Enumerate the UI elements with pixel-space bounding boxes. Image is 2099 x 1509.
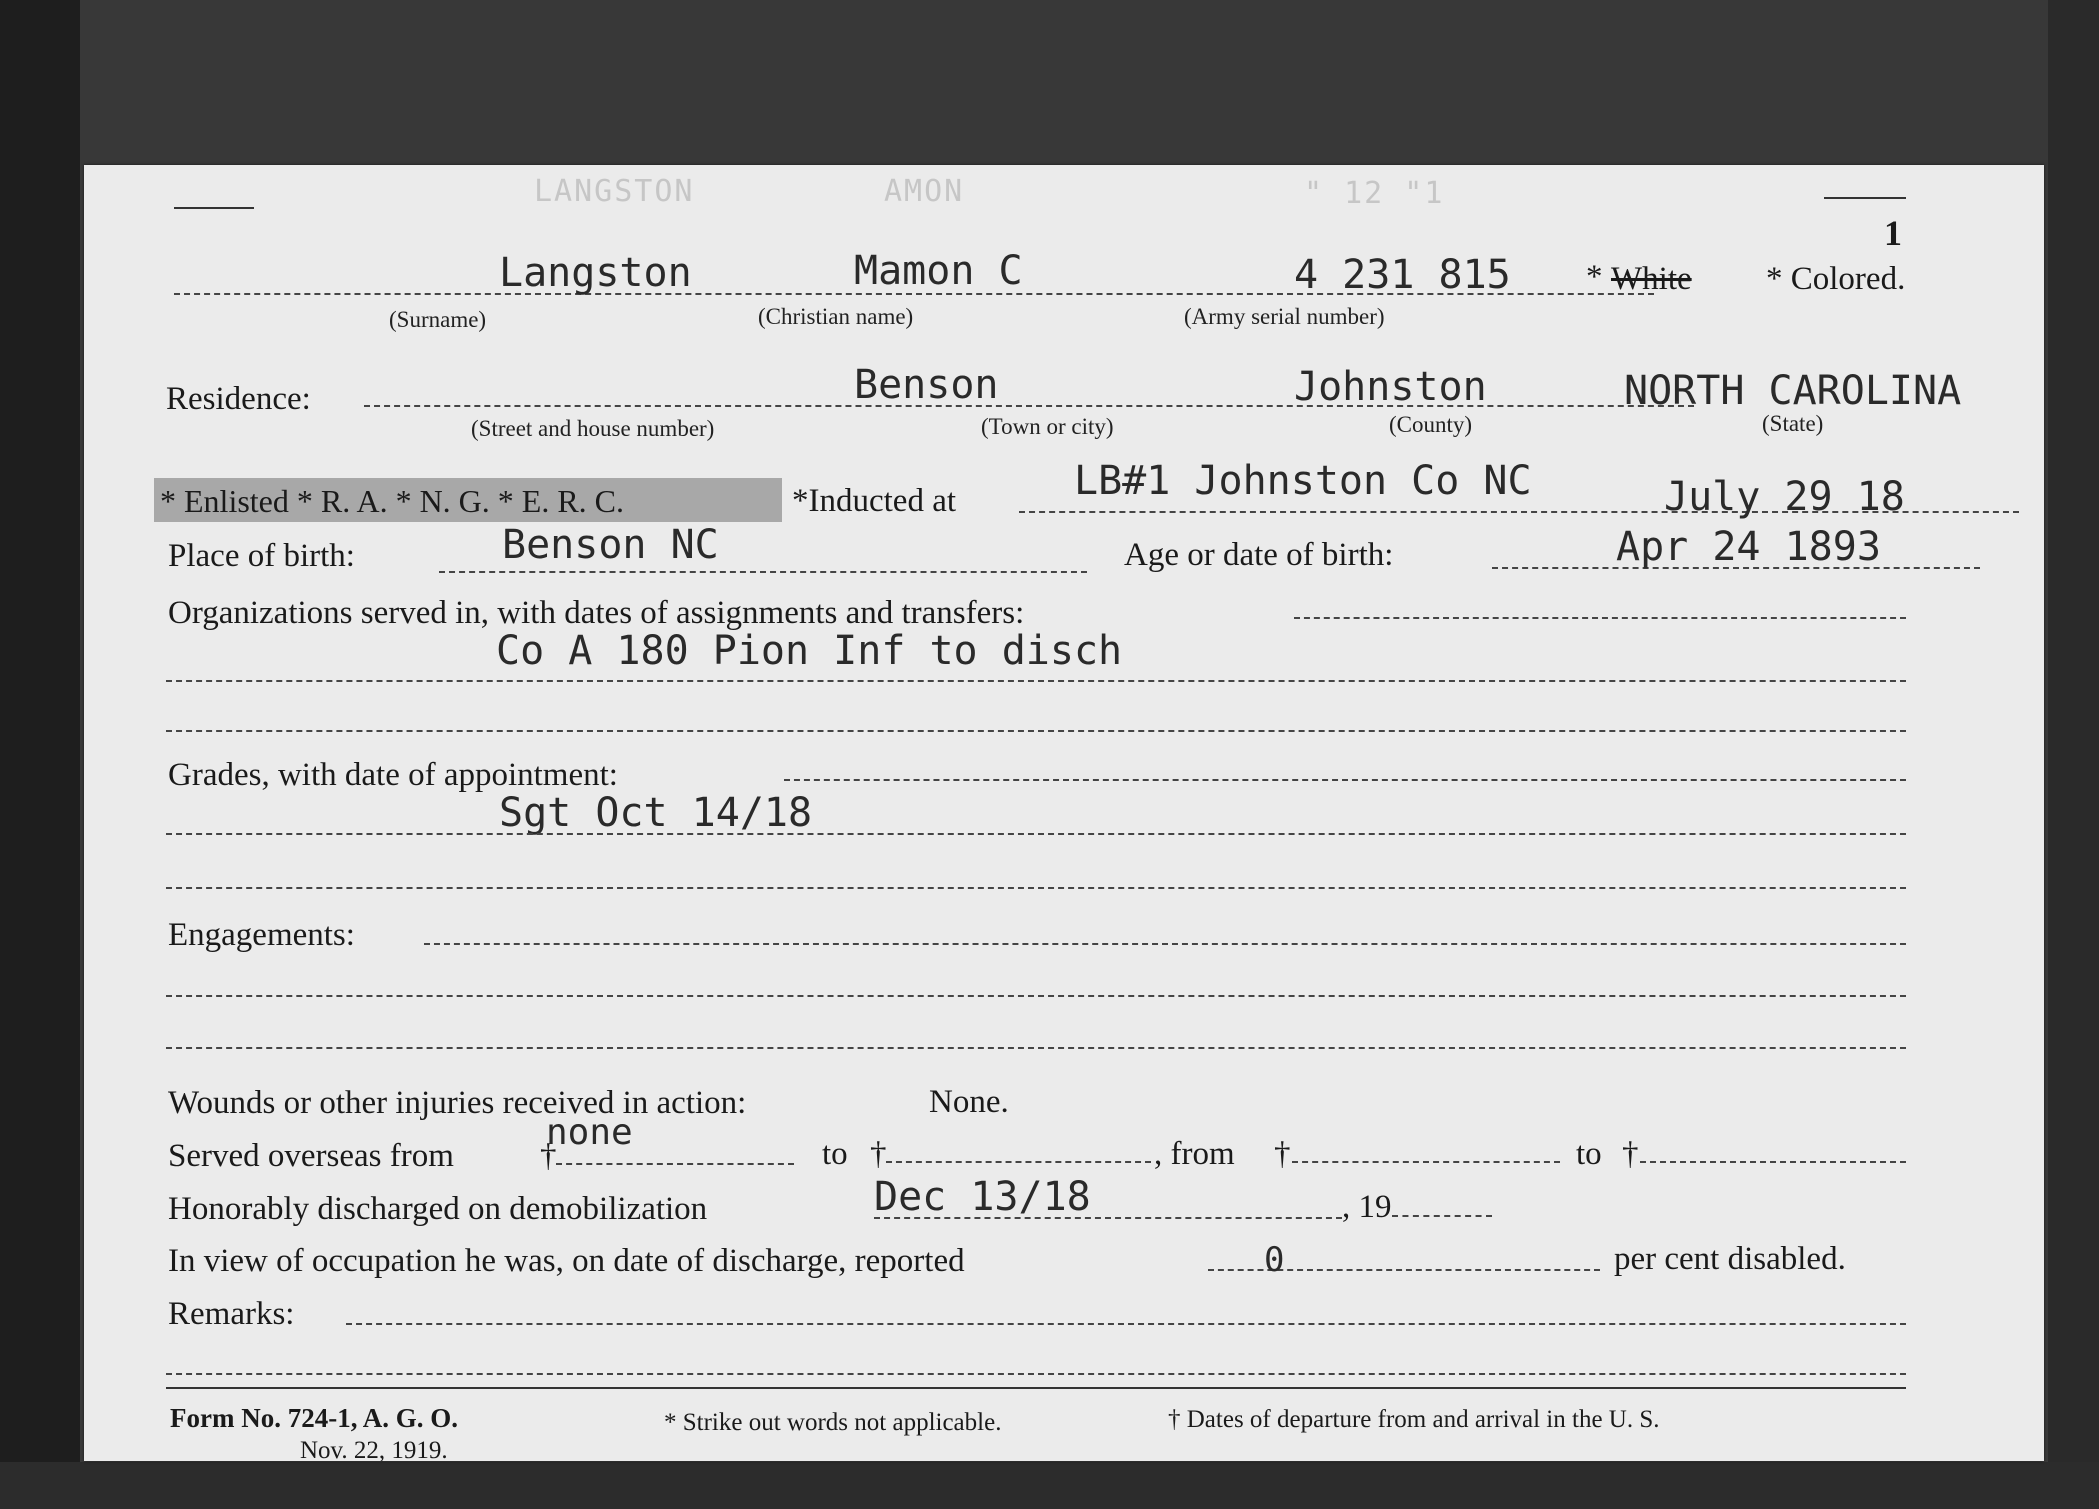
christian-caption: (Christian name) (758, 304, 914, 329)
overseas-dagger-4: † (1622, 1136, 1639, 1172)
footer-rule (166, 1387, 1906, 1389)
ghost-christian: AMON (884, 174, 965, 209)
age-label: Age or date of birth: (1124, 537, 1394, 573)
ghost-surname: LANGSTON (534, 174, 695, 209)
surname-caption: (Surname) (389, 307, 487, 332)
scan-background-right (2048, 0, 2099, 1509)
scan-background-left (0, 0, 80, 1509)
organizations-label: Organizations served in, with dates of assignments and transfers: (168, 595, 1025, 631)
ghost-serial: " 12 "1 (1304, 176, 1445, 211)
state-caption: (State) (1762, 411, 1824, 436)
place-of-birth-label: Place of birth: (168, 538, 355, 574)
form-number: Form No. 724-1, A. G. O. (170, 1403, 458, 1433)
street-caption: (Street and house number) (471, 416, 715, 441)
organizations-value: Co A 180 Pion Inf to disch (496, 628, 1123, 674)
organizations-line-3 (166, 730, 1906, 732)
inducted-value: LB#1 Johnston Co NC (1074, 458, 1532, 504)
grades-line-1 (784, 779, 1906, 781)
engagements-line-1 (424, 943, 1906, 945)
disability-suffix: per cent disabled. (1614, 1241, 1846, 1277)
organizations-line-2 (166, 680, 1906, 682)
residence-town-value: Benson (854, 362, 999, 408)
overseas-from2-line (1292, 1161, 1560, 1163)
wounds-value: None. (929, 1084, 1009, 1120)
engagements-line-3 (166, 1047, 1906, 1049)
place-of-birth-value: Benson NC (502, 522, 719, 568)
footnote-dates: † Dates of departure from and arrival in the U. S. (1168, 1406, 1660, 1433)
residence-county-value: Johnston (1294, 364, 1487, 410)
overseas-dagger-1: † (540, 1138, 557, 1174)
residence-label: Residence: (166, 381, 311, 417)
residence-line (364, 405, 1694, 407)
overseas-dagger-2: † (870, 1136, 887, 1172)
surname-value: Langston (499, 250, 692, 296)
colored-label: * Colored. (1766, 261, 1906, 297)
top-right-rule (1824, 197, 1906, 199)
organizations-line-1 (1294, 617, 1906, 619)
wounds-label: Wounds or other injuries received in action: (168, 1085, 747, 1121)
form-date: Nov. 22, 1919. (300, 1437, 448, 1461)
engagements-label: Engagements: (168, 917, 355, 953)
engagements-line-2 (166, 995, 1906, 997)
disability-label: In view of occupation he was, on date of discharge, reported (168, 1243, 965, 1279)
overseas-to-label: to (822, 1136, 848, 1172)
overseas-to2-label: to (1576, 1136, 1602, 1172)
remarks-line-1 (346, 1323, 1906, 1325)
discharge-label: Honorably discharged on demobilization (168, 1191, 708, 1227)
top-left-rule (174, 207, 254, 209)
serial-caption: (Army serial number) (1184, 304, 1385, 329)
town-caption: (Town or city) (981, 414, 1114, 439)
overseas-label: Served overseas from (168, 1138, 454, 1174)
grades-line-3 (166, 887, 1906, 889)
army-serial-value: 4 231 815 (1294, 252, 1511, 298)
discharge-year-line (1392, 1215, 1492, 1217)
scan-background-top (0, 0, 2099, 165)
footnote-strike: * Strike out words not applicable. (664, 1409, 1002, 1436)
county-caption: (County) (1389, 412, 1473, 437)
remarks-line-2 (166, 1373, 1906, 1375)
asterisk-white: * (1586, 259, 1603, 295)
scan-background-bottom (0, 1462, 2099, 1509)
service-record-card (84, 165, 2044, 1461)
grades-label: Grades, with date of appointment: (168, 757, 618, 793)
overseas-dagger-3: † (1274, 1136, 1291, 1172)
place-of-birth-line (439, 571, 1087, 573)
overseas-to-line (886, 1161, 1151, 1163)
overseas-to2-line (1640, 1161, 1906, 1163)
age-value: Apr 24 1893 (1616, 524, 1881, 570)
discharge-value: Dec 13/18 (874, 1174, 1091, 1220)
residence-state-value: NORTH CAROLINA (1624, 368, 1962, 414)
disability-value: 0 (1264, 1240, 1285, 1280)
christian-name-value: Mamon C (854, 248, 1023, 294)
white-label: White (1611, 261, 1692, 297)
inducted-date: July 29 18 (1664, 474, 1905, 520)
discharge-year-label: , 19 (1342, 1189, 1392, 1225)
overseas-from2-label: , from (1154, 1136, 1235, 1172)
overseas-value: none (546, 1112, 633, 1153)
overseas-from-line (556, 1163, 794, 1165)
remarks-label: Remarks: (168, 1296, 295, 1332)
inducted-label: *Inducted at (792, 483, 957, 519)
page-number: 1 (1884, 213, 1902, 253)
grades-line-2 (166, 833, 1906, 835)
enlisted-options: * Enlisted * R. A. * N. G. * E. R. C. (160, 483, 625, 519)
grades-value: Sgt Oct 14/18 (499, 790, 813, 836)
